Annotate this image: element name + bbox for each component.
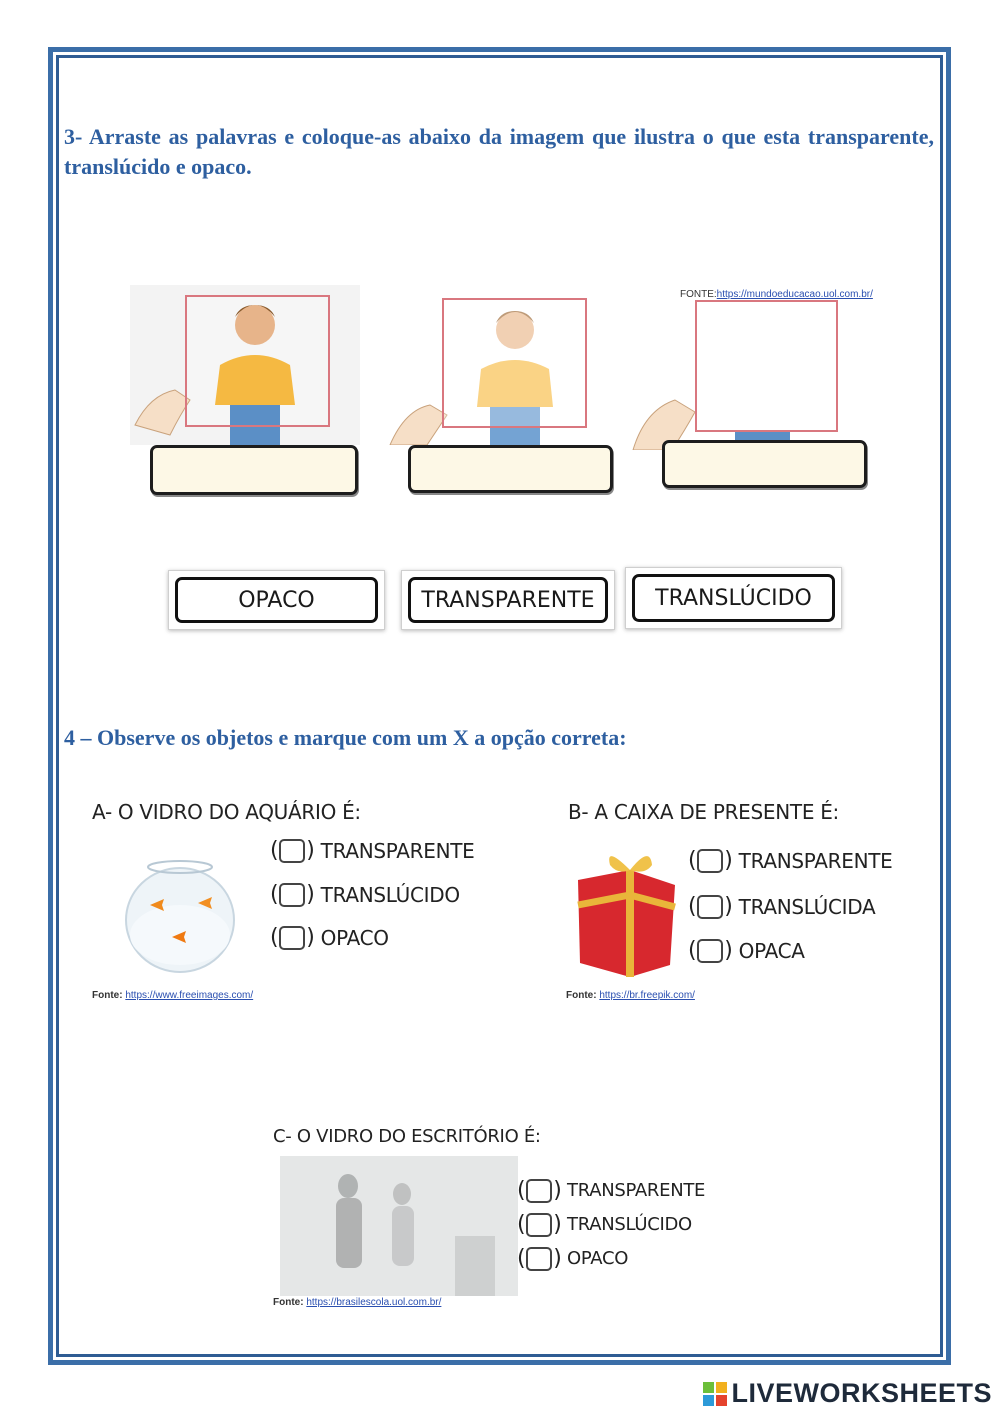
liveworksheets-badge-icon [703, 1382, 727, 1406]
item-b-title: B- A CAIXA DE PRESENTE É: [568, 800, 839, 824]
item-c-option-2[interactable]: ( ) TRANSLÚCIDO [517, 1212, 692, 1237]
word-card-label: TRANSLÚCIDO [632, 574, 835, 622]
checkbox[interactable] [526, 1247, 552, 1271]
option-label: TRANSLÚCIDA [738, 894, 876, 919]
item-c-option-1[interactable]: ( ) TRANSPARENTE [517, 1178, 706, 1203]
checkbox[interactable] [697, 895, 723, 919]
word-card-label: OPACO [175, 577, 378, 623]
item-c-title: C- O VIDRO DO ESCRITÓRIO É: [273, 1126, 541, 1147]
sheet-2 [442, 298, 587, 428]
brand-name: LIVEWORKSHEETS [731, 1378, 992, 1408]
drop-zone-1[interactable] [150, 445, 358, 495]
item-a-option-3[interactable]: ( ) OPACO [270, 925, 389, 950]
word-card-label: TRANSPARENTE [408, 577, 608, 623]
item-a-option-1[interactable]: ( ) TRANSPARENTE [270, 838, 475, 863]
source-label: Fonte: [273, 1297, 304, 1308]
option-label: TRANSPARENTE [567, 1180, 706, 1201]
drop-zone-3[interactable] [662, 440, 867, 488]
word-card-transparente[interactable] [401, 570, 615, 630]
checkbox[interactable] [697, 849, 723, 873]
item-c-source [273, 1297, 441, 1308]
item-a-title: A- O VIDRO DO AQUÁRIO É: [92, 800, 361, 824]
gift-box-image [570, 845, 680, 980]
source-link[interactable]: https://www.freeimages.com/ [125, 990, 254, 1001]
checkbox[interactable] [526, 1213, 552, 1237]
option-label: OPACA [738, 938, 805, 963]
source-link[interactable]: https://brasilescola.uol.com.br/ [306, 1297, 442, 1308]
item-c-option-3[interactable]: ( ) OPACO [517, 1246, 629, 1271]
option-label: TRANSPARENTE [320, 838, 475, 863]
option-label: TRANSPARENTE [738, 848, 893, 873]
word-card-translucido[interactable] [625, 567, 842, 629]
sheet-3 [695, 300, 838, 432]
item-b-option-1[interactable]: ( ) TRANSPARENTE [688, 848, 893, 873]
item-b-option-2[interactable]: ( ) TRANSLÚCIDA [688, 894, 876, 919]
option-label: TRANSLÚCIDO [567, 1214, 692, 1235]
checkbox[interactable] [279, 883, 305, 907]
checkbox[interactable] [697, 939, 723, 963]
question-3-source [680, 289, 873, 300]
liveworksheets-logo [703, 1378, 992, 1409]
source-link[interactable]: https://br.freepik.com/ [599, 990, 695, 1001]
question-3-title: 3- Arraste as palavras e coloque-as abaixo da imagem que ilustra o que esta transparente, translúcido e opaco. [64, 124, 934, 179]
item-b-option-3[interactable]: ( ) OPACA [688, 938, 805, 963]
option-label: OPACO [320, 925, 389, 950]
item-a-source [92, 990, 253, 1001]
office-glass-image [280, 1156, 518, 1296]
checkbox[interactable] [279, 839, 305, 863]
source-label: Fonte: [566, 990, 597, 1001]
source-link[interactable]: https://mundoeducacao.uol.com.br/ [716, 289, 873, 300]
checkbox[interactable] [526, 1179, 552, 1203]
drop-zone-2[interactable] [408, 445, 613, 493]
word-card-opaco[interactable] [168, 570, 385, 630]
fishbowl-image [120, 855, 240, 975]
sheet-1 [185, 295, 330, 427]
option-label: TRANSLÚCIDO [320, 882, 460, 907]
item-a-option-2[interactable]: ( ) TRANSLÚCIDO [270, 882, 460, 907]
option-label: OPACO [567, 1248, 629, 1269]
source-label: FONTE: [680, 289, 717, 300]
checkbox[interactable] [279, 926, 305, 950]
question-4-title: 4 – Observe os objetos e marque com um X a opção correta: [64, 725, 627, 750]
item-b-source [566, 990, 695, 1001]
source-label: Fonte: [92, 990, 123, 1001]
